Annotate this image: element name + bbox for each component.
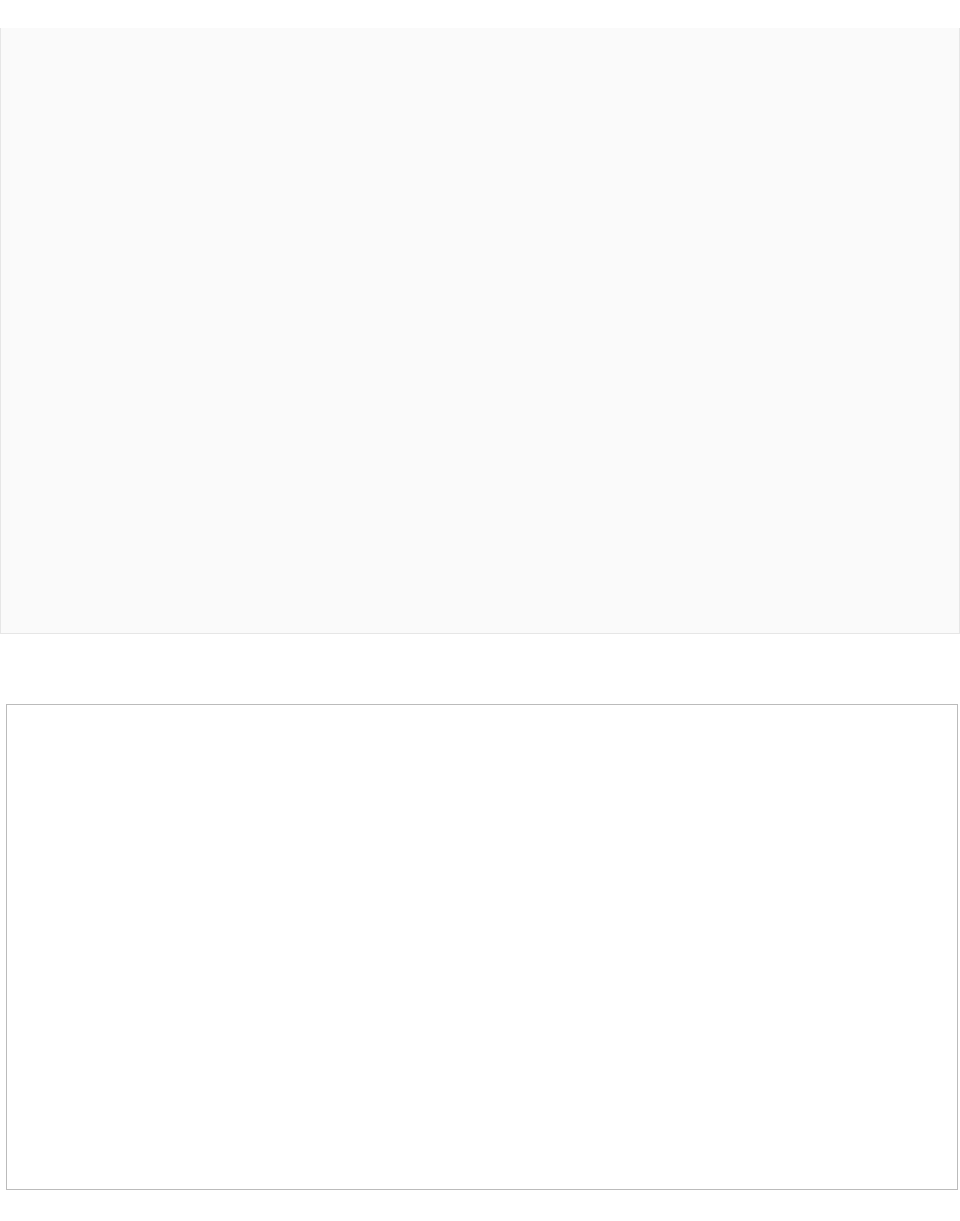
annahmen-background	[0, 28, 960, 634]
spreadsheet	[6, 704, 958, 1190]
